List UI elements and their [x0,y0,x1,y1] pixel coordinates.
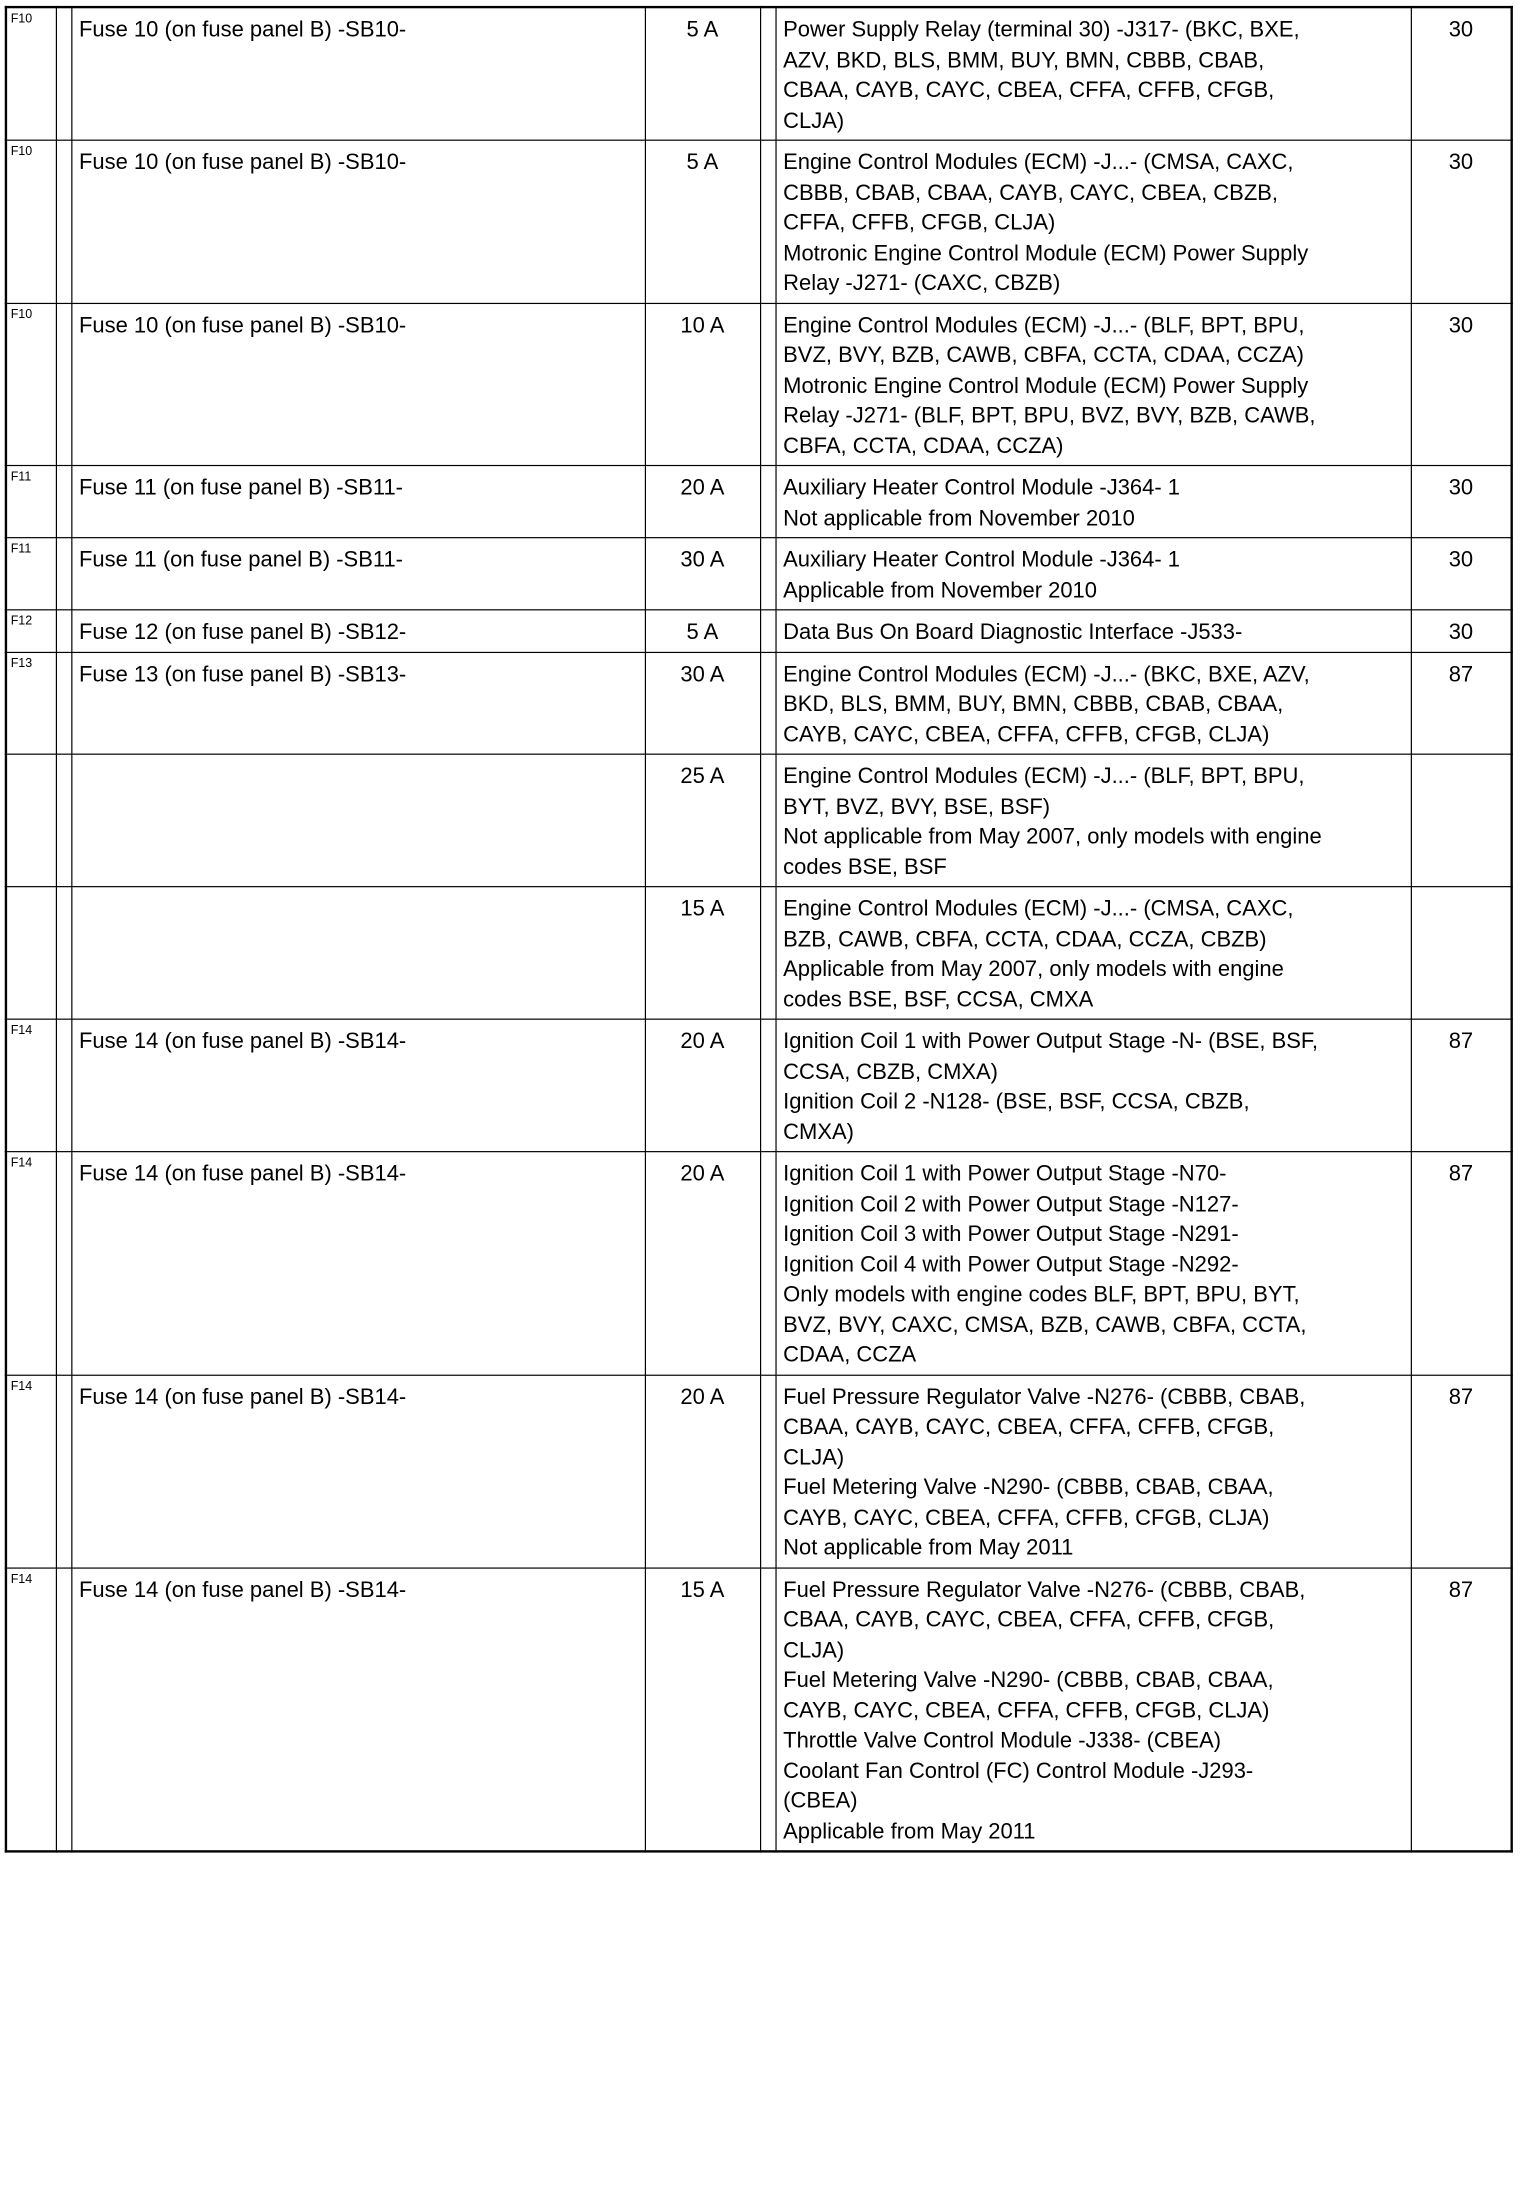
fuse-amperage: 5 A [645,610,760,652]
fuse-terminal: 30 [1411,538,1512,610]
spacer-cell [56,538,71,610]
description-line: CDAA, CCZA [783,1341,917,1367]
fuse-amperage: 25 A [645,754,760,886]
fuse-amperage: 20 A [645,1152,760,1375]
description-line: Not applicable from May 2011 [783,1534,1074,1560]
fuse-table-body [6,7,1512,1851]
spacer-cell [760,1375,775,1568]
fuse-description [775,1019,1410,1151]
spacer-cell [56,652,71,754]
fuse-id [6,887,56,1019]
description-line: CBAA, CAYB, CAYC, CBEA, CFFA, CFFB, CFGB, [783,1413,1275,1439]
fuse-terminal: 30 [1411,7,1512,140]
description-line: Ignition Coil 1 with Power Output Stage -N- (BSE, BSF, [783,1028,1318,1053]
table-row [6,1019,1512,1151]
fuse-terminal: 30 [1411,466,1512,538]
fuse-name: Fuse 10 (on fuse panel B) -SB10- [71,7,645,140]
description-line: CFFA, CFFB, CFGB, CLJA) [783,209,1056,235]
fuse-description [775,1375,1410,1568]
spacer-cell [56,7,71,140]
spacer-cell [56,140,71,303]
table-row [6,303,1512,466]
fuse-assignment-table [5,6,1513,1853]
fuse-terminal: 87 [1411,1567,1512,1851]
fuse-amperage: 15 A [645,1567,760,1851]
spacer-cell [760,140,775,303]
spacer-cell [56,303,71,466]
fuse-amperage: 5 A [645,7,760,140]
fuse-description [775,1152,1410,1375]
fuse-amperage: 20 A [645,1375,760,1568]
description-line: Ignition Coil 1 with Power Output Stage -N70- [783,1160,1227,1186]
description-line: CBAA, CAYB, CAYC, CBEA, CFFA, CFFB, CFGB, [783,76,1275,102]
fuse-description [775,1567,1410,1851]
spacer-cell [760,610,775,652]
spacer-cell [760,652,775,754]
description-line: Coolant Fan Control (FC) Control Module -J293- [783,1757,1254,1783]
description-line: Fuel Pressure Regulator Valve -N276- (CBBB, CBAB, [783,1576,1306,1602]
fuse-terminal: 30 [1411,140,1512,303]
description-line: BVZ, BVY, BZB, CAWB, CBFA, CCTA, CDAA, CCZA) [783,341,1304,367]
description-line: codes BSE, BSF [783,853,947,879]
fuse-amperage: 5 A [645,140,760,303]
spacer-cell [760,303,775,466]
table-row [6,466,1512,538]
spacer-cell [760,887,775,1019]
description-line: BVZ, BVY, CAXC, CMSA, BZB, CAWB, CBFA, CCTA, [783,1311,1307,1337]
fuse-name: Fuse 11 (on fuse panel B) -SB11- [71,538,645,610]
fuse-description [775,887,1410,1019]
fuse-description [775,610,1410,652]
fuse-terminal: 30 [1411,303,1512,466]
fuse-name: Fuse 14 (on fuse panel B) -SB14- [71,1567,645,1851]
fuse-name [71,754,645,886]
fuse-id: F14 [6,1152,56,1375]
description-line: CLJA) [783,1636,845,1662]
spacer-cell [760,7,775,140]
description-line: Ignition Coil 2 with Power Output Stage -N127- [783,1190,1239,1216]
fuse-name: Fuse 13 (on fuse panel B) -SB13- [71,652,645,754]
description-line: CAYB, CAYC, CBEA, CFFA, CFFB, CFGB, CLJA) [783,1504,1270,1530]
description-line: Applicable from May 2011 [783,1817,1036,1843]
table-row [6,140,1512,303]
spacer-cell [56,887,71,1019]
fuse-terminal [1411,754,1512,886]
table-row [6,652,1512,754]
table-row [6,1375,1512,1568]
fuse-description [775,140,1410,303]
table-row [6,610,1512,652]
fuse-terminal [1411,887,1512,1019]
description-line: Applicable from May 2007, only models with engine [783,955,1284,981]
description-line: Auxiliary Heater Control Module -J364- 1 [783,546,1181,572]
description-line: Data Bus On Board Diagnostic Interface -J533- [783,618,1243,644]
description-line: Applicable from November 2010 [783,576,1097,602]
description-line: Power Supply Relay (terminal 30) -J317- (BKC, BXE, [783,16,1300,42]
fuse-terminal: 30 [1411,610,1512,652]
description-line: Only models with engine codes BLF, BPT, BPU, BYT, [783,1281,1300,1307]
fuse-id [6,754,56,886]
fuse-description [775,652,1410,754]
table-row [6,754,1512,886]
spacer-cell [56,1152,71,1375]
fuse-description [775,303,1410,466]
spacer-cell [56,466,71,538]
fuse-name: Fuse 10 (on fuse panel B) -SB10- [71,140,645,303]
fuse-name: Fuse 10 (on fuse panel B) -SB10- [71,303,645,466]
fuse-id: F10 [6,140,56,303]
description-line: Not applicable from May 2007, only models with engine [783,823,1322,849]
description-line: BKD, BLS, BMM, BUY, BMN, CBBB, CBAB, CBAA, [783,690,1284,716]
fuse-amperage: 20 A [645,466,760,538]
description-line: CBAA, CAYB, CAYC, CBEA, CFFA, CFFB, CFGB, [783,1606,1275,1632]
fuse-id: F13 [6,652,56,754]
description-line: Ignition Coil 3 with Power Output Stage -N291- [783,1220,1239,1246]
fuse-id: F10 [6,7,56,140]
description-line: Engine Control Modules (ECM) -J...- (CMSA, CAXC, [783,149,1294,174]
table-row [6,538,1512,610]
spacer-cell [760,754,775,886]
fuse-id: F14 [6,1375,56,1568]
table-row [6,1152,1512,1375]
description-line: Motronic Engine Control Module (ECM) Power Supply [783,372,1309,397]
description-line: CAYB, CAYC, CBEA, CFFA, CFFB, CFGB, CLJA) [783,721,1270,746]
spacer-cell [760,1019,775,1151]
description-line: Ignition Coil 4 with Power Output Stage -N292- [783,1251,1239,1276]
spacer-cell [56,1019,71,1151]
description-line: BZB, CAWB, CBFA, CCTA, CDAA, CCZA, CBZB) [783,925,1267,951]
fuse-id: F14 [6,1019,56,1151]
description-line: Fuel Pressure Regulator Valve -N276- (CBBB, CBAB, [783,1383,1306,1409]
fuse-amperage: 10 A [645,303,760,466]
spacer-cell [760,1152,775,1375]
fuse-description [775,538,1410,610]
description-line: Auxiliary Heater Control Module -J364- 1 [783,474,1181,500]
description-line: Relay -J271- (BLF, BPT, BPU, BVZ, BVY, BZB, CAWB, [783,402,1316,428]
fuse-amperage: 20 A [645,1019,760,1151]
fuse-id: F10 [6,303,56,466]
description-line: Fuel Metering Valve -N290- (CBBB, CBAB, CBAA, [783,1474,1274,1499]
description-line: CAYB, CAYC, CBEA, CFFA, CFFB, CFGB, CLJA) [783,1697,1270,1722]
description-line: Engine Control Modules (ECM) -J...- (BLF, BPT, BPU, [783,311,1305,337]
fuse-id: F11 [6,538,56,610]
description-line: Not applicable from November 2010 [783,504,1135,530]
fuse-name: Fuse 14 (on fuse panel B) -SB14- [71,1152,645,1375]
description-line: CBBB, CBAB, CBAA, CAYB, CAYC, CBEA, CBZB, [783,179,1278,205]
description-line: AZV, BKD, BLS, BMM, BUY, BMN, CBBB, CBAB, [783,46,1265,72]
description-line: CMXA) [783,1118,854,1144]
table-row [6,887,1512,1019]
table-row [6,7,1512,140]
description-line: Engine Control Modules (ECM) -J...- (BLF, BPT, BPU, [783,763,1305,788]
description-line: Fuel Metering Valve -N290- (CBBB, CBAB, CBAA, [783,1666,1274,1692]
fuse-terminal: 87 [1411,1152,1512,1375]
fuse-id: F14 [6,1567,56,1851]
fuse-description [775,466,1410,538]
description-line: CCSA, CBZB, CMXA) [783,1058,999,1084]
fuse-name [71,887,645,1019]
fuse-description [775,754,1410,886]
description-line: (CBEA) [783,1787,858,1813]
description-line: Engine Control Modules (ECM) -J...- (BKC, BXE, AZV, [783,660,1310,686]
description-line: CLJA) [783,1443,845,1469]
spacer-cell [56,1375,71,1568]
description-line: Ignition Coil 2 -N128- (BSE, BSF, CCSA, CBZB, [783,1088,1250,1114]
fuse-name: Fuse 11 (on fuse panel B) -SB11- [71,466,645,538]
fuse-id: F11 [6,466,56,538]
table-row [6,1567,1512,1851]
spacer-cell [56,1567,71,1851]
spacer-cell [760,538,775,610]
description-line: Throttle Valve Control Module -J338- (CBEA) [783,1727,1222,1753]
fuse-name: Fuse 14 (on fuse panel B) -SB14- [71,1375,645,1568]
description-line: CLJA) [783,107,845,132]
fuse-amperage: 15 A [645,887,760,1019]
description-line: Relay -J271- (CAXC, CBZB) [783,269,1061,295]
fuse-terminal: 87 [1411,1375,1512,1568]
spacer-cell [760,1567,775,1851]
spacer-cell [56,610,71,652]
description-line: Motronic Engine Control Module (ECM) Power Supply [783,239,1309,265]
fuse-terminal: 87 [1411,1019,1512,1151]
fuse-terminal: 87 [1411,652,1512,754]
description-line: CBFA, CCTA, CDAA, CCZA) [783,432,1064,458]
description-line: BYT, BVZ, BVY, BSE, BSF) [783,793,1051,819]
spacer-cell [56,754,71,886]
fuse-id: F12 [6,610,56,652]
spacer-cell [760,466,775,538]
fuse-amperage: 30 A [645,652,760,754]
description-line: Engine Control Modules (ECM) -J...- (CMSA, CAXC, [783,895,1294,921]
fuse-name: Fuse 14 (on fuse panel B) -SB14- [71,1019,645,1151]
fuse-description [775,7,1410,140]
description-line: codes BSE, BSF, CCSA, CMXA [783,986,1094,1011]
fuse-amperage: 30 A [645,538,760,610]
fuse-name: Fuse 12 (on fuse panel B) -SB12- [71,610,645,652]
